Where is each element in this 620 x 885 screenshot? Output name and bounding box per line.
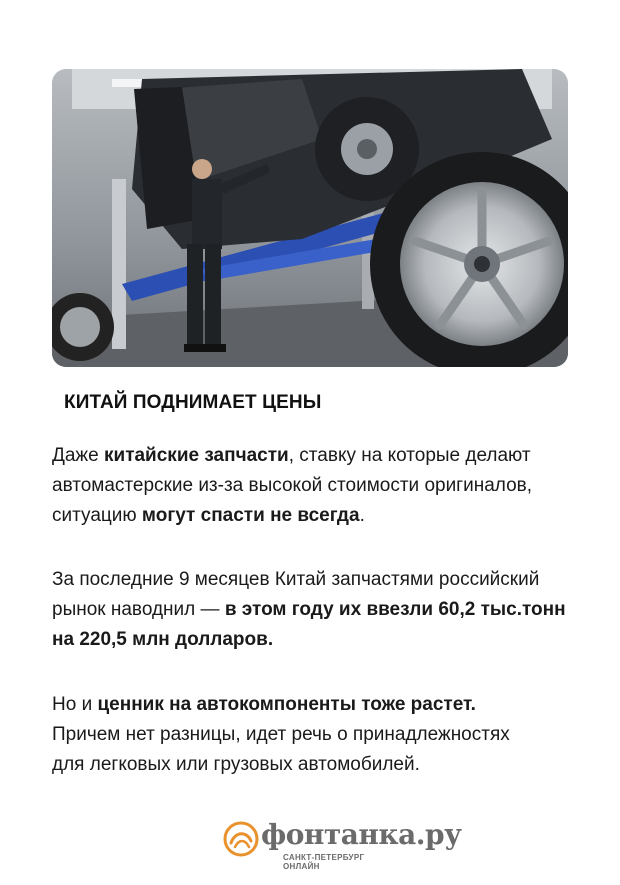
p3-line-2: Причем нет разницы, идет речь о принадлежностях — [52, 724, 510, 745]
p2-bold-1: в этом году их ввезли 60,2 тыс.тонн на 220,5 млн долларов. — [52, 599, 566, 650]
paragraph-2 — [52, 565, 592, 655]
p3-bold-1: ценник на автокомпоненты тоже растет. — [97, 694, 476, 715]
p1-text-3: . — [359, 505, 365, 526]
paragraph-3 — [52, 690, 592, 780]
p3-line-3: для легковых или грузовых автомобилей. — [52, 754, 420, 775]
p1-text-2: , ставку на которые делают автомастерские из-за высокой стоимости оригиналов, ситуацию — [52, 445, 533, 526]
p1-text-1: Даже — [52, 445, 104, 466]
article-photo — [52, 69, 568, 367]
car-service-photo — [52, 69, 568, 367]
paragraph-1 — [52, 441, 592, 531]
article-heading: КИТАЙ ПОДНИМАЕТ ЦЕНЫ — [64, 392, 322, 413]
p1-bold-2: могут спасти не всегда — [141, 505, 360, 526]
p3-text-1: Но и — [52, 694, 98, 715]
logo-subtitle: САНКТ-ПЕТЕРБУРГ ОНЛАЙН — [283, 853, 365, 871]
logo-name: фонтанка.ру — [261, 818, 462, 851]
fontanka-logo[interactable] — [223, 818, 462, 871]
fontanka-logo-icon — [223, 821, 259, 857]
p1-bold-1: китайские запчасти — [104, 445, 289, 466]
p2-text-1: За последние 9 месяцев Китай запчастями российский рынок наводнил — — [52, 569, 540, 620]
